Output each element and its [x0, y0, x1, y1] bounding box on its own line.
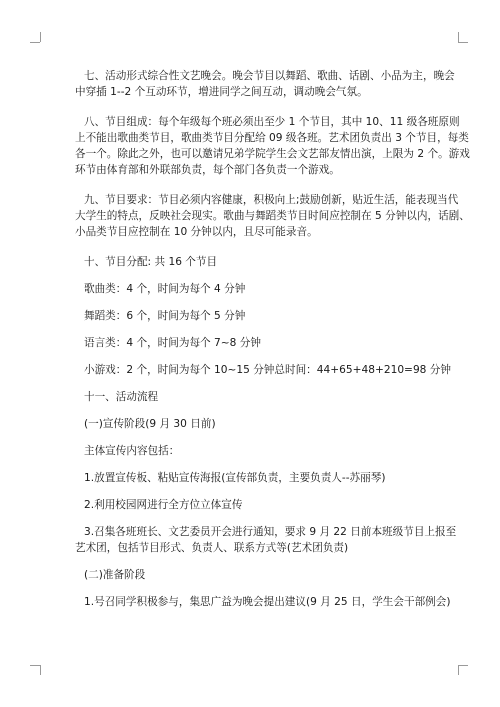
crop-mark-top-right-v [458, 32, 459, 42]
paragraph-preparation-item-1 [75, 594, 451, 610]
text-line: 1.放置宣传板、粘贴宣传海报(宣传部负责，主要负责人--苏丽琴) [84, 472, 386, 484]
text-line: 大学生的特点，反映社会现实。歌曲与舞蹈类节目时间应控制在 5 分钟以内，话剧、 [75, 210, 470, 222]
paragraph-publicity-content [75, 443, 433, 459]
paragraph-language [75, 335, 433, 351]
crop-mark-bottom-right-h [458, 665, 468, 666]
paragraph-games [75, 362, 451, 378]
text-line: 2.利用校园网进行全方位立体宣传 [84, 499, 243, 511]
crop-mark-top-left-h [30, 42, 40, 43]
crop-mark-top-left-v [40, 32, 41, 42]
paragraph-section-10-heading [75, 254, 433, 270]
crop-mark-top-right-h [458, 42, 468, 43]
paragraph-publicity-stage [75, 416, 433, 432]
paragraph-section-8 [75, 114, 470, 178]
paragraph-item-3 [75, 524, 457, 556]
paragraph-songs [75, 281, 433, 297]
text-line: (一)宣传阶段(9 月 30 日前) [84, 418, 216, 430]
paragraph-section-7 [75, 68, 455, 100]
text-line: 艺术团，包括节目形式、负责人、联系方式等(艺术团负责) [75, 542, 349, 554]
paragraph-preparation-stage [75, 567, 433, 583]
text-line: 八、节目组成：每个年级每个班必须出至少 1 个节目，其中 10、11 级各班原则 [84, 116, 460, 128]
text-line: 1.号召同学积极参与，集思广益为晚会提出建议(9 月 25 日，学生会干部例会) [84, 596, 451, 608]
text-line: 小游戏：2 个，时间为每个 10~15 分钟总时间：44+65+48+210=98 分钟 [84, 364, 451, 376]
text-line: 舞蹈类：6 个，时间为每个 5 分钟 [84, 310, 246, 322]
text-line: 3.召集各班班长、文艺委员开会进行通知，要求 9 月 22 日前本班级节目上报至 [84, 526, 457, 538]
text-line: 九、节目要求：节目必须内容健康，积极向上;鼓励创新，贴近生活，能表现当代 [84, 194, 459, 206]
crop-mark-bottom-left-v [40, 665, 41, 675]
document-body [75, 68, 470, 610]
text-line: 小品类节目应控制在 10 分钟以内，且尽可能录音。 [75, 226, 318, 238]
paragraph-section-9 [75, 192, 470, 240]
paragraph-section-11-heading [75, 389, 433, 405]
text-line: 上不能出歌曲类节目，歌曲类节目分配给 09 级各班。艺术团负责出 3 个节目，每类 [75, 132, 469, 144]
paragraph-item-2 [75, 497, 433, 513]
crop-mark-bottom-left-h [30, 665, 40, 666]
text-line: (二)准备阶段 [84, 569, 146, 581]
paragraph-dance [75, 308, 433, 324]
paragraph-item-1 [75, 470, 433, 486]
text-line: 七、活动形式综合性文艺晚会。晚会节目以舞蹈、歌曲、话剧、小品为主，晚会 [84, 70, 455, 82]
text-line: 十、节目分配: 共 16 个节目 [84, 256, 218, 268]
text-line: 环节由体育部和外联部负责，每个部门各负责一个游戏。 [75, 164, 340, 176]
text-line: 十一、活动流程 [84, 391, 159, 403]
text-line: 中穿插 1--2 个互动环节，增进同学之间互动，调动晚会气氛。 [75, 86, 368, 98]
text-line: 各一个。除此之外，也可以邀请兄弟学院学生会文艺部友情出演，上限为 2 个。游戏 [75, 148, 470, 160]
text-line: 主体宣传内容包括： [84, 445, 180, 457]
crop-mark-bottom-right-v [458, 665, 459, 675]
text-line: 语言类：4 个，时间为每个 7~8 分钟 [84, 337, 261, 349]
text-line: 歌曲类：4 个，时间为每个 4 分钟 [84, 283, 246, 295]
